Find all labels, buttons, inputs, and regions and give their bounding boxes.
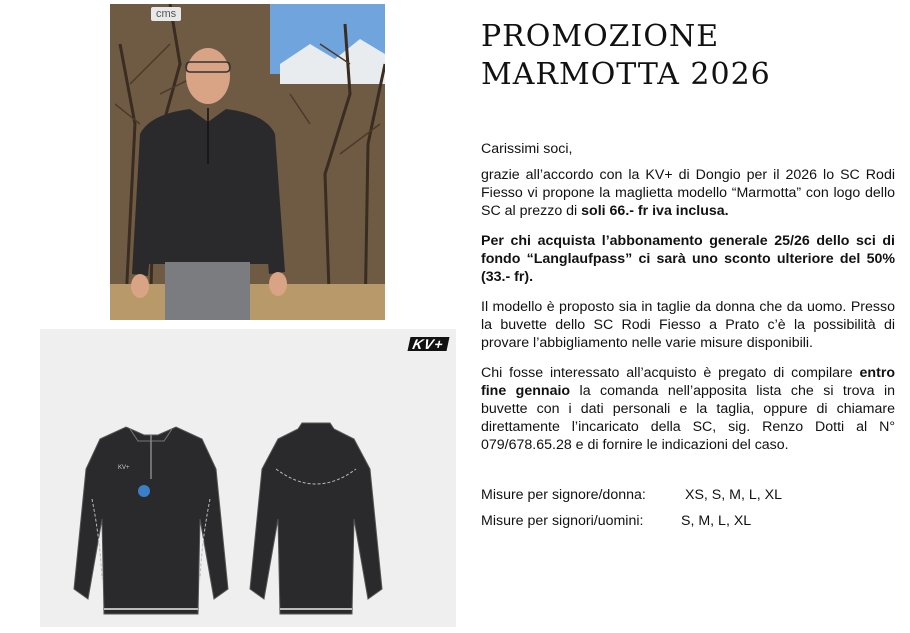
man-photo-illustration bbox=[110, 4, 385, 320]
product-image bbox=[40, 329, 456, 627]
club-logo-icon bbox=[138, 485, 150, 497]
size-row-women bbox=[481, 486, 895, 504]
order-text-pre: Chi fosse interessato all’acquisto è pregato di compilare bbox=[481, 365, 860, 381]
sizes-list bbox=[481, 486, 895, 530]
title-line-1: PROMOZIONE bbox=[481, 19, 720, 54]
order-paragraph bbox=[481, 364, 895, 454]
jacket-front bbox=[74, 427, 228, 614]
size-label: Misure per signori/uomini: bbox=[481, 513, 644, 529]
cms-badge[interactable]: cms bbox=[151, 7, 181, 21]
promo-photo bbox=[110, 4, 385, 320]
discount-paragraph: Per chi acquista l’abbonamento generale 25/26 dello sci di fondo “Langlaufpass” ci sarà uno sconto ulteriore del 50% (33.- fr). bbox=[481, 233, 895, 285]
jacket-illustration bbox=[40, 329, 456, 627]
order-deadline: entro fine gennaio bbox=[481, 365, 895, 399]
kv-brand-logo: KV+ bbox=[408, 337, 450, 351]
page-title bbox=[481, 18, 895, 94]
offer-text: grazie all’accordo con la KV+ di Dongio per il 2026 lo SC Rodi Fiesso vi propone la maglietta modello “Marmotta” con logo dello SC al prezzo di bbox=[481, 167, 895, 219]
size-row-men bbox=[481, 512, 895, 530]
greeting: Carissimi soci, bbox=[481, 141, 573, 157]
size-values: S, M, L, XL bbox=[681, 513, 752, 529]
title-line-2: MARMOTTA 2026 bbox=[481, 57, 771, 92]
size-label: Misure per signore/donna: bbox=[481, 487, 646, 503]
size-values: XS, S, M, L, XL bbox=[685, 487, 782, 503]
promo-text bbox=[481, 18, 895, 538]
jacket-back bbox=[250, 423, 382, 614]
order-text-post: la comanda nell’apposita lista che si trova in buvette con i dati personali e la taglia, oppure di chiamare direttamente l’incaricato della SC, sig. Renzo Dotti al N° 079/678.65.28 e di fornire le indicazioni del caso. bbox=[481, 383, 895, 453]
offer-paragraph bbox=[481, 166, 895, 220]
chest-logo-text: KV+ bbox=[118, 465, 130, 471]
offer-price: soli 66.- fr iva inclusa. bbox=[581, 203, 729, 219]
models-paragraph: Il modello è proposto sia in taglie da donna che da uomo. Presso la buvette dello SC Rodi Fiesso a Prato c’è la possibilità di provare l’abbigliamento nelle varie misure disponibili. bbox=[481, 299, 895, 351]
